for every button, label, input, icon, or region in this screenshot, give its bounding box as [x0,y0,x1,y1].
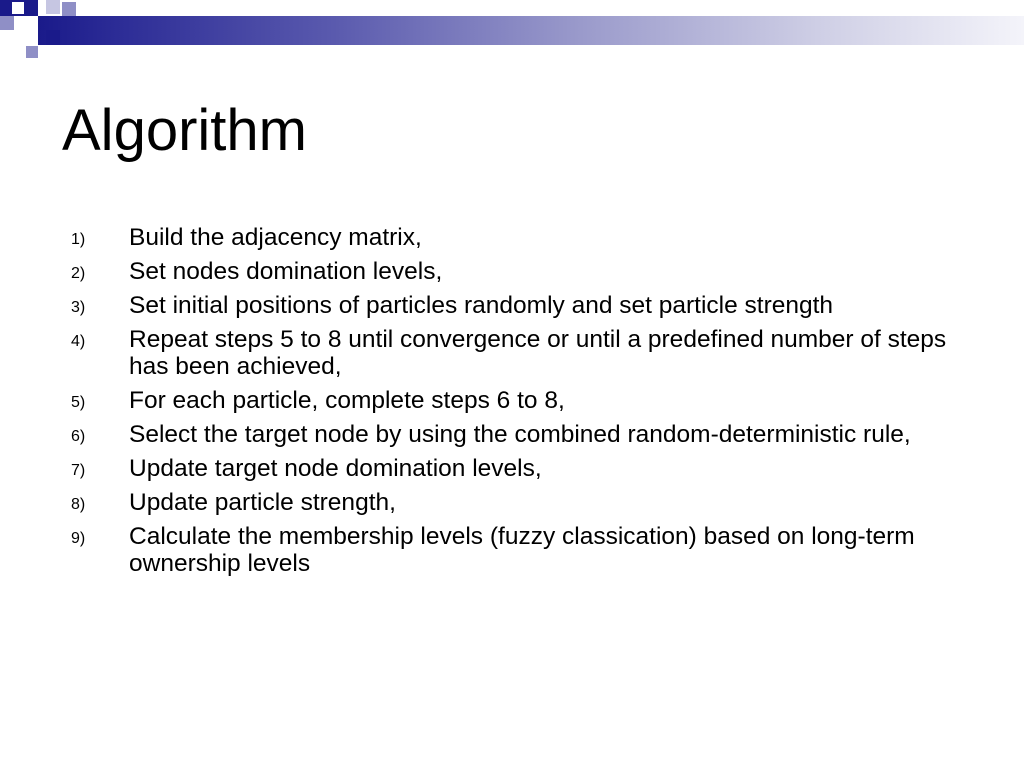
step-number: 8) [71,496,86,513]
slide-title: Algorithm [62,98,307,163]
list-item [0,421,1024,448]
header-square-lavender-3 [26,46,38,58]
list-item [0,258,1024,285]
list-item [0,489,1024,516]
step-number: 5) [71,394,86,411]
step-text: Build the adjacency matrix, [129,224,422,251]
step-number: 6) [71,428,86,445]
step-number: 2) [71,265,86,282]
step-text: For each particle, complete steps 6 to 8, [129,387,565,414]
step-number: 9) [71,530,86,547]
header-square-white [12,2,24,14]
header-square-white-2 [14,16,38,45]
step-text: Set nodes domination levels, [129,258,443,285]
header-square-lavender-2 [62,2,76,16]
step-number: 4) [71,333,86,350]
step-number: 7) [71,462,86,479]
step-text: Update target node domination levels, [129,455,542,482]
header-square-navy-small [46,30,60,45]
list-item [0,523,1024,577]
step-text: Repeat steps 5 to 8 until convergence or until a predefined number of steps has been achieved, [129,326,947,380]
step-text: Calculate the membership levels (fuzzy classication) based on long-term ownership levels [129,523,915,577]
list-item [0,455,1024,482]
header-square-pale [46,0,60,14]
step-number: 3) [71,299,86,316]
step-text: Set initial positions of particles randomly and set particle strength [129,292,834,319]
step-number: 1) [71,231,86,248]
algorithm-steps-list [0,224,1024,584]
header-square-lavender-1 [0,16,14,30]
list-item [0,292,1024,319]
list-item [0,326,1024,380]
step-text: Update particle strength, [129,489,396,516]
step-text: Select the target node by using the combined random-deterministic rule, [129,421,911,448]
list-item [0,387,1024,414]
header-gradient-bar [38,16,1024,45]
list-item [0,224,1024,251]
